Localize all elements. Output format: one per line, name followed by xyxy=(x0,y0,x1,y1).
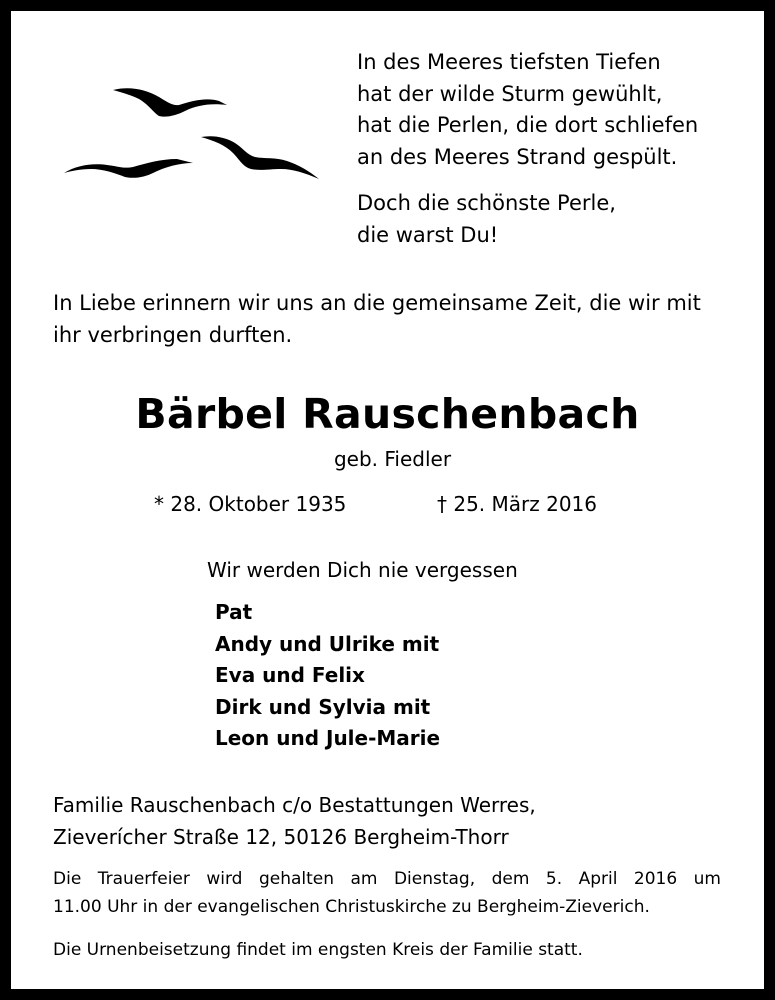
deceased-name: Bärbel Rauschenbach xyxy=(135,390,640,438)
memory-line: ihr verbringen durften. xyxy=(53,323,293,347)
family-address xyxy=(53,790,536,853)
poem-line: die warst Du! xyxy=(357,222,499,247)
memory-text xyxy=(53,287,743,351)
poem-line: hat die Perlen, die dort schliefen xyxy=(357,113,699,137)
poem-line: In des Meeres tiefsten Tiefen xyxy=(357,50,661,74)
urn-burial-info: Die Urnenbeisetzung findet im engsten Kreis der Familie statt. xyxy=(53,940,583,960)
mourner-item: Leon und Jule-Marie xyxy=(215,726,441,750)
maiden-name: geb. Fiedler xyxy=(333,447,452,471)
poem-line: Doch die schönste Perle, xyxy=(357,191,616,215)
mourner-item: Andy und Ulrike mit xyxy=(215,631,440,656)
memorial-poem xyxy=(357,47,737,266)
funeral-service-info xyxy=(53,866,721,921)
farewell-line: Wir werden Dich nie vergessen xyxy=(207,558,518,582)
mourners-list xyxy=(215,597,440,755)
service-line: Die Trauerfeier wird gehalten am Dienstag, dem 5. April 2016 um xyxy=(53,869,721,889)
poem-line: an des Meeres Strand gespült. xyxy=(357,144,678,169)
mourner-item: Pat xyxy=(215,600,253,624)
flying-birds-icon xyxy=(61,81,326,191)
poem-stanza-1 xyxy=(357,47,737,173)
address-line: Zieverícher Straße 12, 50126 Bergheim-Thorr xyxy=(53,824,509,849)
poem-line: hat der wilde Sturm gewühlt, xyxy=(357,81,663,106)
birth-date: * 28. Oktober 1935 xyxy=(154,492,347,516)
mourner-item: Dirk und Sylvia mit xyxy=(215,694,431,719)
death-date: † 25. März 2016 xyxy=(437,492,598,516)
memory-line: In Liebe erinnern wir uns an die gemeinsame Zeit, die wir mit xyxy=(53,291,701,315)
poem-stanza-2 xyxy=(357,188,737,251)
mourner-item: Eva und Felix xyxy=(215,663,365,687)
address-line: Familie Rauschenbach c/o Bestattungen Werres, xyxy=(53,793,536,817)
service-line: 11.00 Uhr in der evangelischen Christuskirche zu Bergheim-Zieverich. xyxy=(53,896,650,917)
